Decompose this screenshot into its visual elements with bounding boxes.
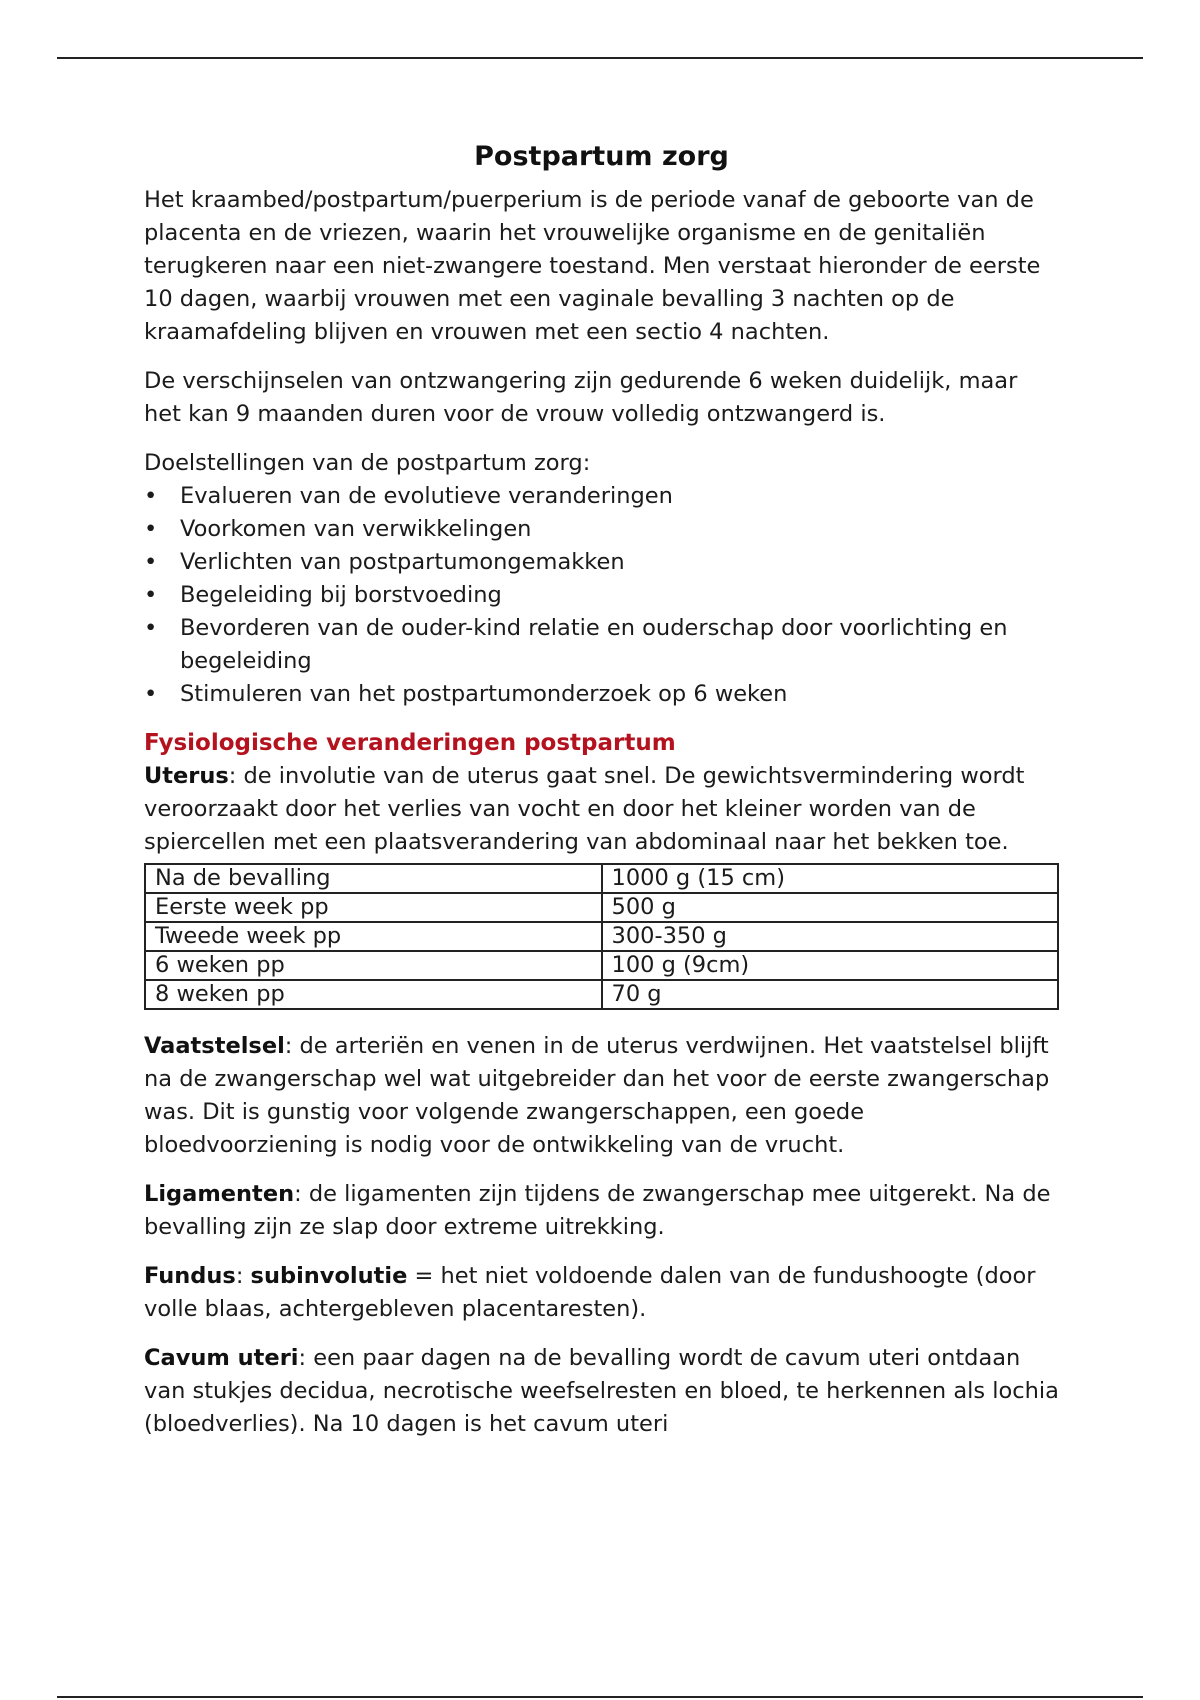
fundus-text: = het niet voldoende dalen van de fundushoogte (door volle blaas, achtergebleven placentaresten).	[144, 1263, 1036, 1322]
uterus-paragraph	[144, 760, 1059, 859]
table-cell-weight: 100 g (9cm)	[602, 951, 1059, 980]
table-cell-period: Tweede week pp	[145, 922, 602, 951]
list-item: • Verlichten van postpartumongemakken	[144, 546, 1059, 579]
table-row	[145, 951, 1058, 980]
header-rule	[57, 57, 1143, 59]
term-cavum-uteri: Cavum uteri	[144, 1345, 299, 1371]
term-vaatstelsel: Vaatstelsel	[144, 1033, 285, 1059]
fundus-paragraph	[144, 1260, 1059, 1326]
table-row	[145, 893, 1058, 922]
vaatstelsel-paragraph	[144, 1030, 1059, 1162]
term-uterus: Uterus	[144, 763, 229, 789]
uterus-weight-table	[144, 863, 1059, 1010]
table-cell-weight: 500 g	[602, 893, 1059, 922]
ligamenten-paragraph	[144, 1178, 1059, 1244]
footer-rule	[57, 1696, 1143, 1698]
table-cell-weight: 1000 g (15 cm)	[602, 864, 1059, 893]
goals-intro: Doelstellingen van de postpartum zorg:	[144, 450, 591, 476]
table-cell-period: Eerste week pp	[145, 893, 602, 922]
uterus-text: : de involutie van de uterus gaat snel. De gewichtsvermindering wordt veroorzaakt door het verlies van vocht en door het kleiner worden van de spiercellen met een plaatsverandering van abdominaal naar het bekken toe.	[144, 763, 1025, 855]
list-item: • Bevorderen van de ouder-kind relatie en ouderschap door voorlichting en begeleiding	[144, 612, 1059, 678]
table-cell-weight: 70 g	[602, 980, 1059, 1009]
goals-list	[144, 480, 1059, 711]
intro-paragraph: Het kraambed/postpartum/puerperium is de periode vanaf de geboorte van de placenta en de vriezen, waarin het vrouwelijke organisme en de genitaliën terugkeren naar een niet-zwangere toestand. Men verstaat hieronder de eerste 10 dagen, waarbij vrouwen met een vaginale bevalling 3 nachten op de kraamafdeling blijven en vrouwen met een sectio 4 nachten.	[144, 187, 1041, 345]
vaatstelsel-text: : de arteriën en venen in de uterus verdwijnen. Het vaatstelsel blijft na de zwangerschap wel wat uitgebreider dan het voor de eerste zwangerschap was. Dit is gunstig voor volgende zwangerschappen, een goede bloedvoorziening is nodig voor de ontwikkeling van de vrucht.	[144, 1033, 1050, 1158]
list-item: • Evalueren van de evolutieve veranderingen	[144, 480, 1059, 513]
term-subinvolutie: subinvolutie	[250, 1263, 408, 1289]
table-cell-period: 8 weken pp	[145, 980, 602, 1009]
table-row	[145, 980, 1058, 1009]
list-item: • Voorkomen van verwikkelingen	[144, 513, 1059, 546]
table-cell-period: Na de bevalling	[145, 864, 602, 893]
document-body	[144, 138, 1059, 1457]
term-ligamenten: Ligamenten	[144, 1181, 295, 1207]
section-heading: Fysiologische veranderingen postpartum	[144, 730, 676, 756]
term-fundus: Fundus	[144, 1263, 236, 1289]
table-row	[145, 922, 1058, 951]
ontzwangering-paragraph: De verschijnselen van ontzwangering zijn gedurende 6 weken duidelijk, maar het kan 9 maanden duren voor de vrouw volledig ontzwangerd is.	[144, 368, 1018, 427]
list-item: • Begeleiding bij borstvoeding	[144, 579, 1059, 612]
table-cell-period: 6 weken pp	[145, 951, 602, 980]
page-title: Postpartum zorg	[474, 141, 729, 172]
cavum-text: : een paar dagen na de bevalling wordt de cavum uteri ontdaan van stukjes decidua, necrotische weefselresten en bloed, te herkennen als lochia (bloedverlies). Na 10 dagen is het cavum uteri	[144, 1345, 1059, 1437]
ligamenten-text: : de ligamenten zijn tijdens de zwangerschap mee uitgerekt. Na de bevalling zijn ze slap door extreme uitrekking.	[144, 1181, 1051, 1240]
list-item: • Stimuleren van het postpartumonderzoek op 6 weken	[144, 678, 1059, 711]
table-cell-weight: 300-350 g	[602, 922, 1059, 951]
fundus-separator: :	[235, 1263, 251, 1289]
cavum-paragraph	[144, 1342, 1059, 1441]
table-row	[145, 864, 1058, 893]
